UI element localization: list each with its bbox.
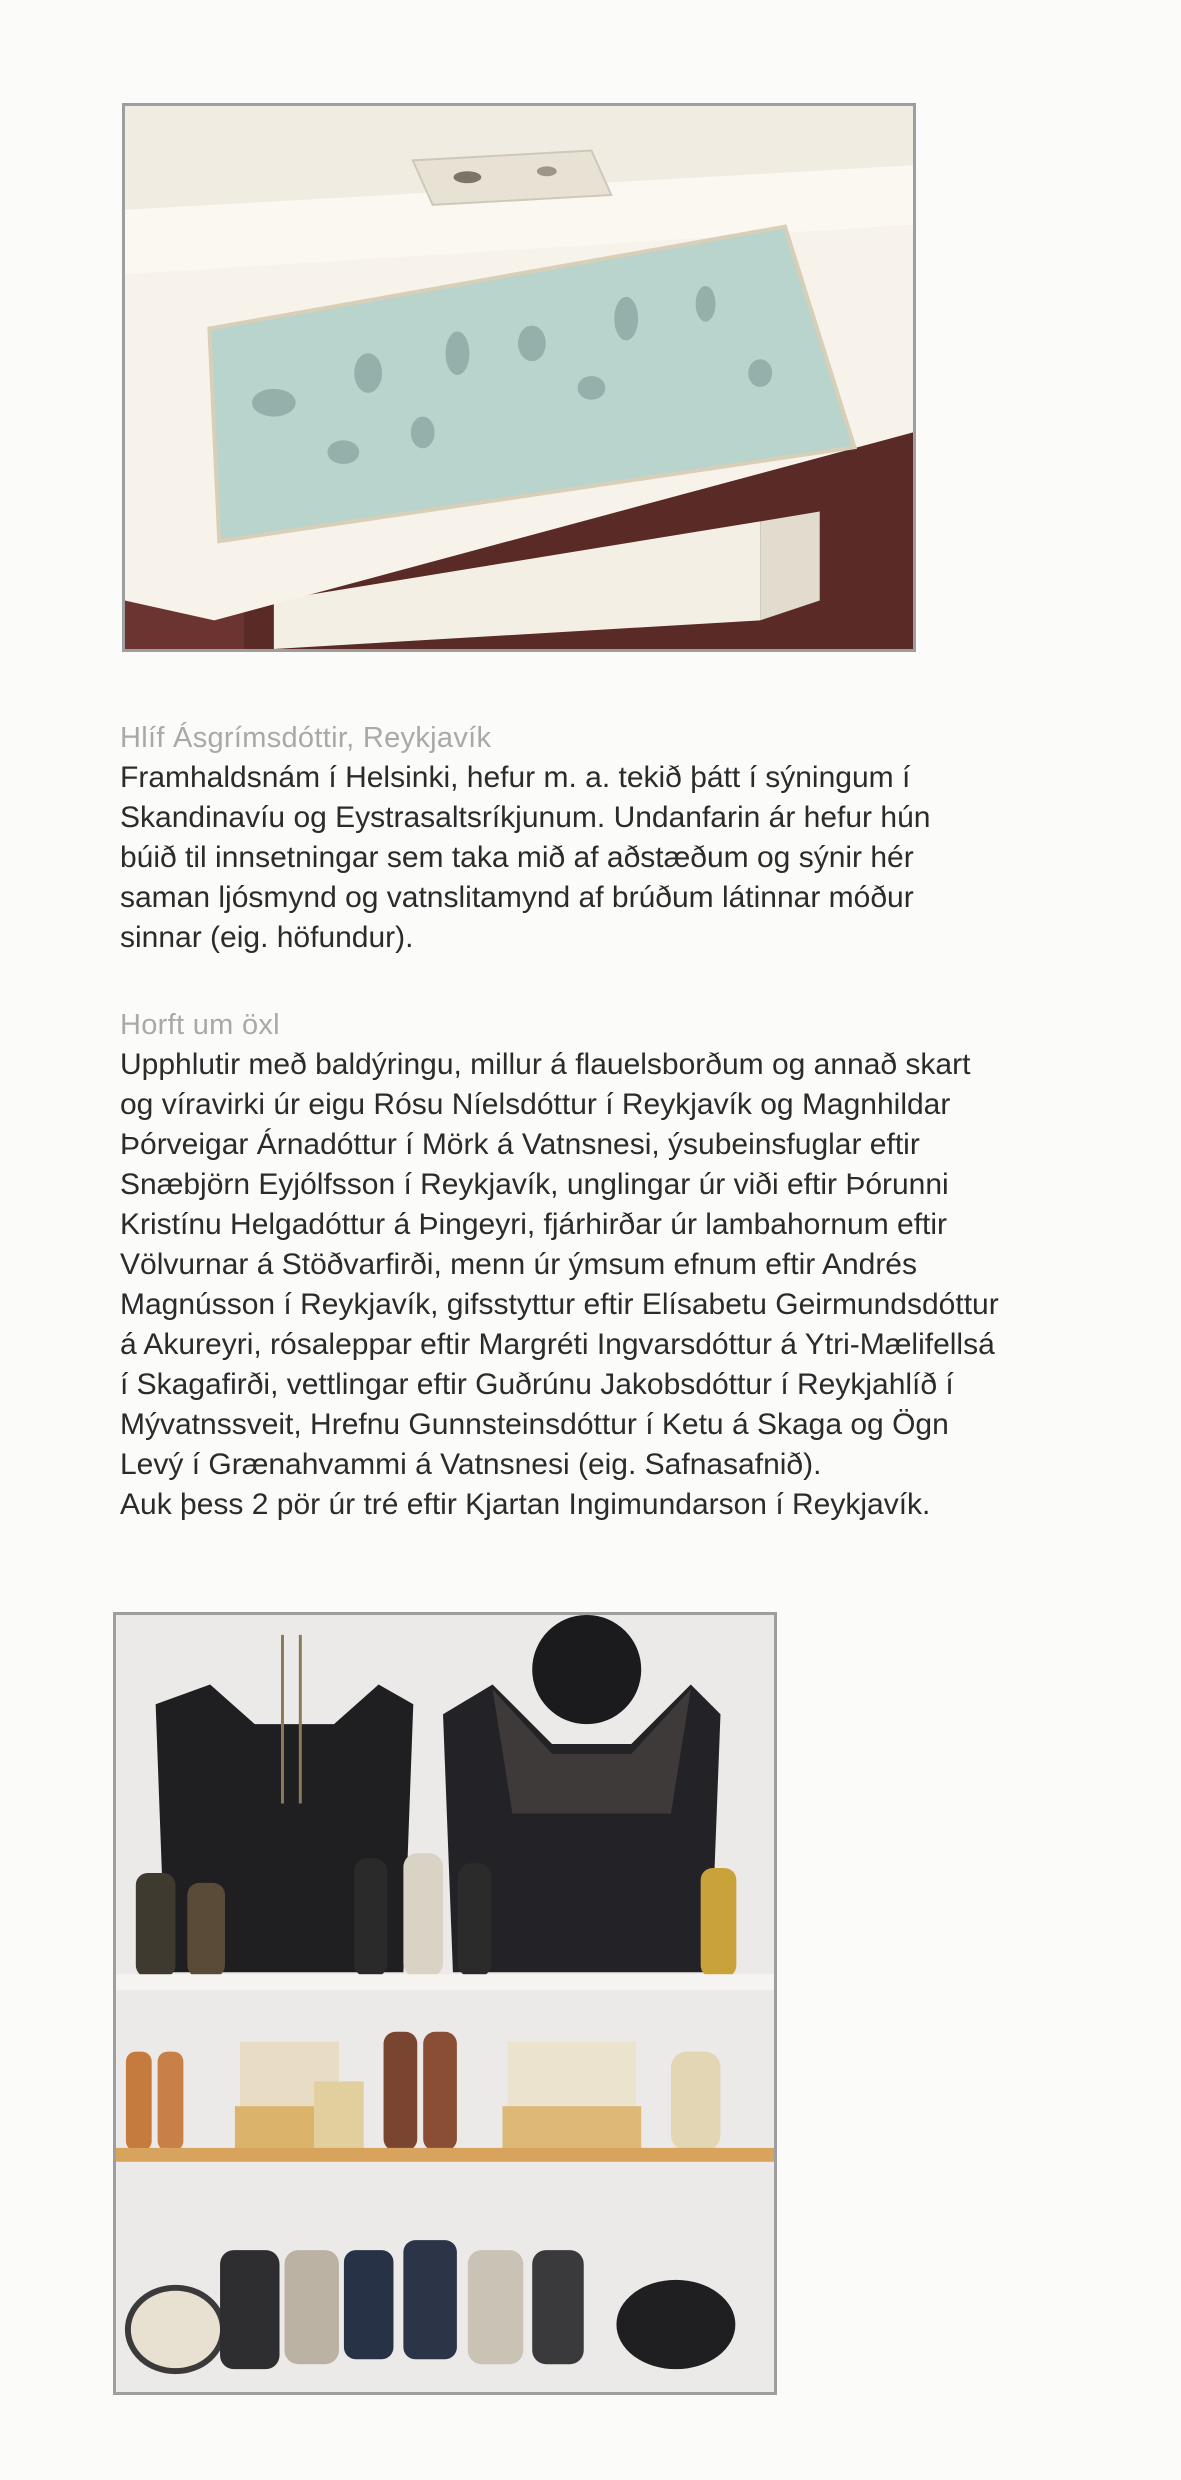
photo-display-case bbox=[122, 103, 916, 652]
folk-art-shelves-illustration bbox=[116, 1615, 774, 2392]
artist-description: Framhaldsnám í Helsinki, hefur m. a. tekið þátt í sýningum í Skandinavíu og Eystrasaltsríkjunum. Undanfarin ár hefur hún búið til innsetningar sem taka mið af aðstæðum og sýnir hér saman ljósmynd og vatnslitamynd af brúðum látinnar móður sinnar (eig. höfundur). bbox=[120, 761, 931, 954]
exhibit-heading: Horft um öxl bbox=[120, 1009, 280, 1041]
display-case-illustration bbox=[125, 106, 913, 649]
exhibit-section bbox=[120, 1005, 1060, 1525]
exhibit-description: Upphlutir með baldýringu, millur á flauelsborðum og annað skart og víravirki úr eigu Rósu Níelsdóttur í Reykjavík og Magnhildar Þórveigar Árnadóttur í Mörk á Vatnsnesi, ýsubeinsfuglar eftir Snæbjörn Eyjólfsson í Reykjavík, unglingar úr viði eftir Þórunni Kristínu Helgadóttur á Þingeyri, fjárhirðar úr lambahornum eftir Völvurnar á Stöðvarfirði, menn úr ýmsum efnum eftir Andrés Magnússon í Reykjavík, gifsstyttur eftir Elísabetu Geirmundsdóttur á Akureyri, rósaleppar eftir Margréti Ingvarsdóttur á Ytri-Mælifellsá í Skagafirði, vettlingar eftir Guðrúnu Jakobsdóttur í Reykjahlíð í Mývatnssveit, Hrefnu Gunnsteinsdóttur í Ketu á Skaga og Ögn Levý í Grænahvammi á Vatnsnesi (eig. Safnasafnið). Auk þess 2 pör úr tré eftir Kjartan Ingimundarson í Reykjavík. bbox=[120, 1048, 999, 1521]
artist-section bbox=[120, 718, 1060, 958]
artist-heading: Hlíf Ásgrímsdóttir, Reykjavík bbox=[120, 722, 492, 754]
photo-folk-art-shelves bbox=[113, 1612, 777, 2395]
